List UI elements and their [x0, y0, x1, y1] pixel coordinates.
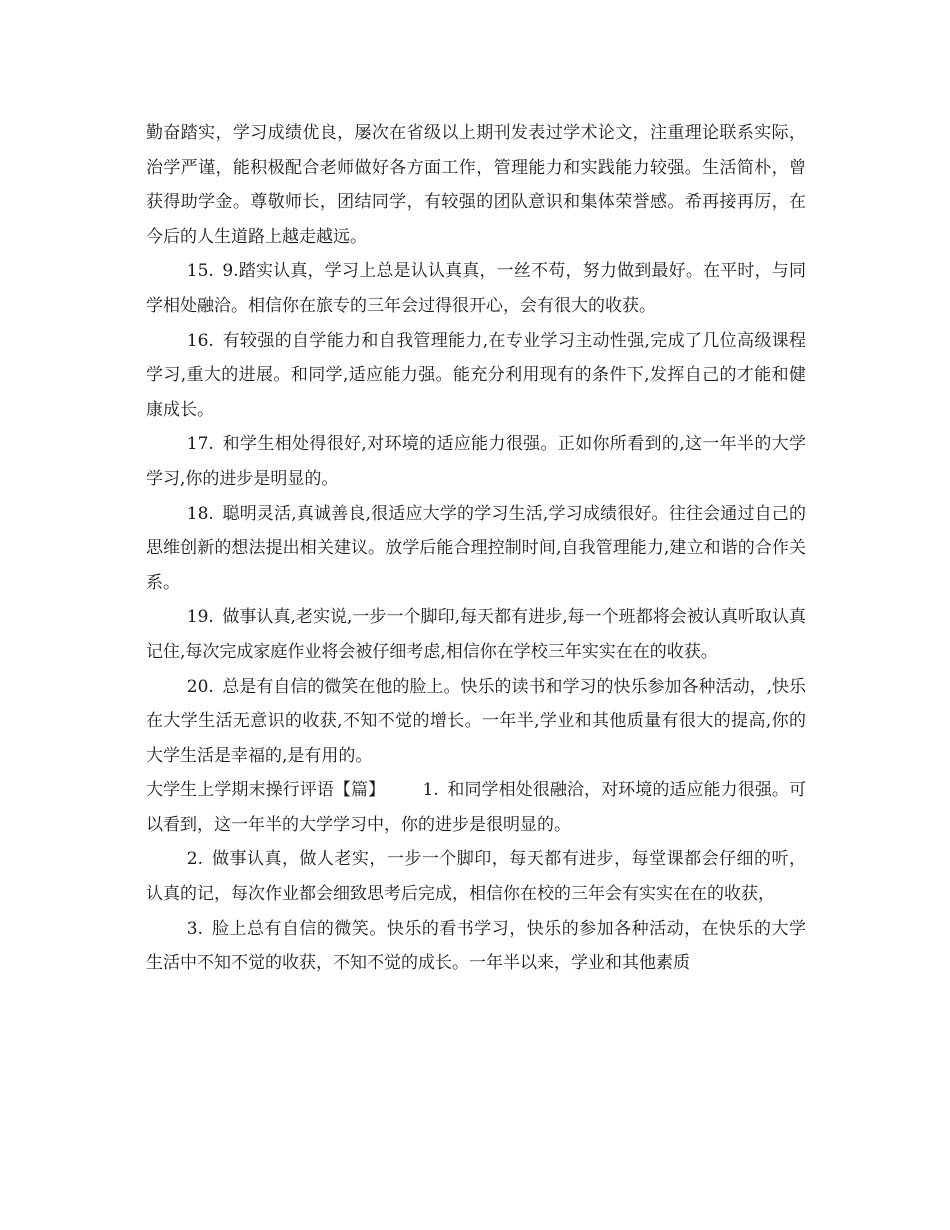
item-number: 17.	[186, 434, 214, 455]
item-number: 2.	[186, 849, 204, 870]
list-item-16	[146, 324, 806, 428]
item-number: 1.	[422, 780, 439, 801]
paragraph-text: 勤奋踏实，学习成绩优良，屡次在省级以上期刊发表过学术论文，注重理论联系实际，治学严谨，能积极配合老师做好各方面工作，管理能力和实践能力较强。生活简朴，曾获得助学金。尊敬师长，团结同学，有较强的团队意识和集体荣誉感。希再接再厉，在今后的人生道路上越走越远。	[146, 123, 806, 247]
section-title: 大学生上学期末操行评语【篇】	[146, 780, 386, 801]
item-text: 和学生相处得很好,对环境的适应能力很强。正如你所看到的,这一年半的大学学习,你的进步是明显的。	[146, 434, 806, 489]
item-number: 19.	[186, 607, 214, 628]
section-heading-paragraph	[146, 773, 806, 842]
item-number: 20.	[186, 676, 214, 697]
item-text: 脸上总有自信的微笑。快乐的看书学习，快乐的参加各种活动，在快乐的大学生活中不知不觉的收获，不知不觉的成长。一年半以来，学业和其他素质	[146, 918, 806, 974]
list-item-18	[146, 497, 806, 601]
item-text: 9.踏实认真，学习上总是认认真真，一丝不苟，努力做到最好。在平时，与同学相处融洽。相信你在旅专的三年会过得很开心，会有很大的收获。	[146, 261, 806, 316]
item-text: 做事认真，做人老实，一步一个脚印，每天都有进步，每堂课都会仔细的听，认真的记，每次作业都会细致思考后完成，相信你在校的三年会有实实在在的收获，	[146, 849, 806, 905]
item-text: 聪明灵活,真诚善良,很适应大学的学习生活,学习成绩很好。往往会通过自己的思维创新的想法提出相关建议。放学后能合理控制时间,自我管理能力,建立和谐的合作关系。	[146, 503, 806, 593]
item-number: 18.	[186, 503, 214, 524]
item-number: 16.	[186, 330, 214, 351]
list-item-19	[146, 600, 806, 669]
list-item-17	[146, 427, 806, 496]
item-text: 和同学相处很融洽，对环境的适应能力很强。可以看到，这一年半的大学学习中，你的进步是很明显的。	[146, 780, 807, 835]
item-text: 有较强的自学能力和自我管理能力,在专业学习主动性强,完成了几位高级课程学习,重大的进展。和同学,适应能力强。能充分利用现有的条件下,发挥自己的才能和健康成长。	[146, 330, 806, 420]
list-item-15	[146, 254, 806, 323]
item-text: 总是有自信的微笑在他的脸上。快乐的读书和学习的快乐参加各种活动，,快乐在大学生活无意识的收获,不知不觉的增长。一年半,学业和其他质量有很大的提高,你的大学生活是幸福的,是有用的。	[146, 676, 806, 766]
paragraph-intro	[146, 116, 806, 254]
item-number: 15.	[186, 261, 214, 282]
item-text: 做事认真,老实说,一步一个脚印,每天都有进步,每一个班都将会被认真听取认真记住,每次完成家庭作业将会被仔细考虑,相信你在学校三年实实在在的收获。	[146, 607, 806, 662]
section-item-2	[146, 842, 806, 911]
item-number: 3.	[186, 918, 204, 939]
document-body	[146, 116, 806, 981]
list-item-20	[146, 670, 806, 774]
section-item-3	[146, 912, 806, 981]
